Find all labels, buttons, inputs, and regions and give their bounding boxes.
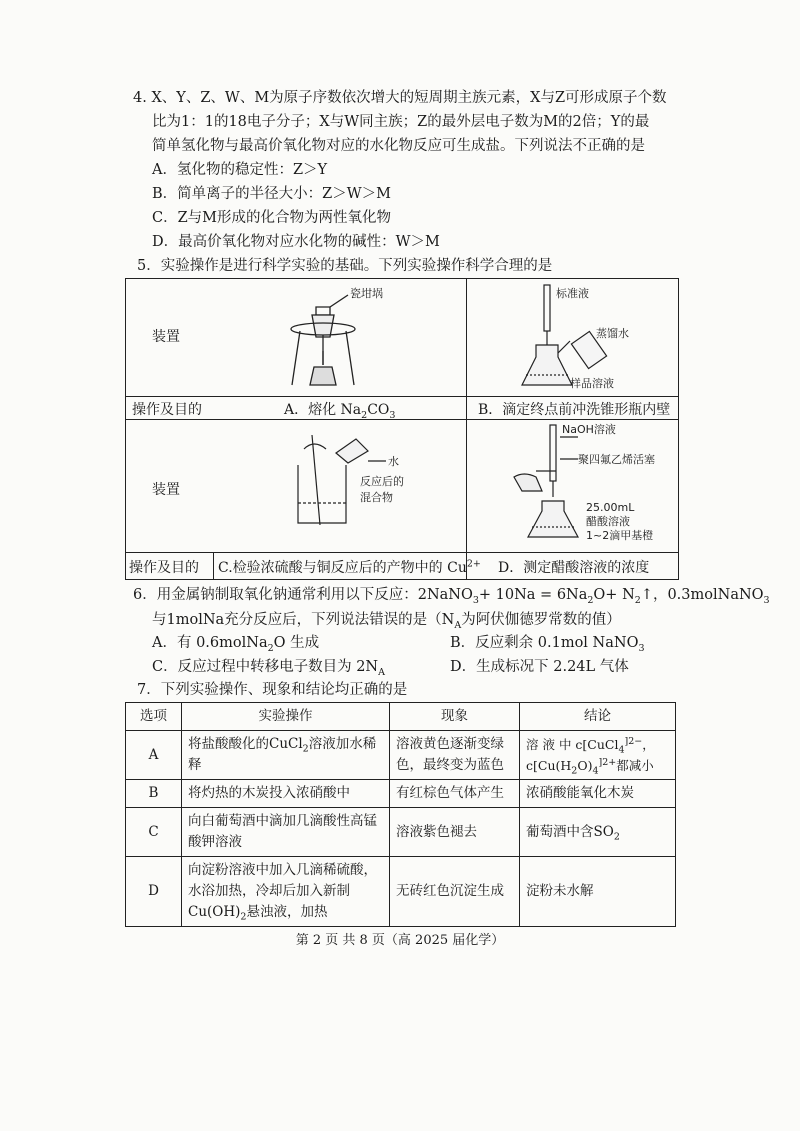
q6-stem-line-2: 与1molNa充分反应后，下列说法错误的是（$N_A$为阿伏伽德罗常数的值）	[152, 612, 621, 631]
row-phenomenon: 有红棕色气体产生	[390, 780, 520, 808]
naoh-label: NaOH溶液	[562, 423, 616, 436]
volume-label: 25.00mL	[586, 501, 635, 514]
header-phenomenon: 现象	[390, 703, 520, 731]
row-option: A	[126, 731, 182, 780]
row-operation: 将灼热的木炭投入浓硝酸中	[182, 780, 390, 808]
mixture-label-2: 混合物	[360, 491, 393, 504]
sample-label: 样品溶液	[570, 377, 614, 390]
q4-option-d: D．最高价氧化物对应水化物的碱性：W＞M	[152, 234, 440, 250]
header-conclusion: 结论	[520, 703, 676, 731]
q6-stem-line-1: 6．用金属钠制取氧化钠通常利用以下反应：2NaNO$_3$+ $10Na = 6Na_2O+$ $N_2↑$，0.3molNaNO$_3$	[133, 587, 770, 606]
row-operation: 向白葡萄酒中滴加几滴酸性高锰酸钾溶液	[182, 808, 390, 857]
water-label: 水	[388, 455, 399, 468]
q5-option-c: C.检验浓硫酸与铜反应后的产物中的 $Cu^{2+}$	[218, 558, 481, 576]
row-option: C	[126, 808, 182, 857]
q6-option-c: C．反应过程中转移电子数目为 $2N_A$	[152, 659, 385, 678]
op-label-bottom: 操作及目的	[129, 560, 199, 576]
titration-apparatus-figure	[518, 283, 658, 393]
crucible-label: 瓷坩埚	[350, 287, 383, 300]
q4-option-c: C．Z与M形成的化合物为两性氧化物	[152, 210, 392, 226]
device-label-bottom: 装置	[152, 482, 180, 498]
q5-stem: 5．实验操作是进行科学实验的基础。下列实验操作科学合理的是	[137, 258, 553, 274]
row-operation: 向淀粉溶液中加入几滴稀硫酸，水浴加热，冷却后加入新制$Cu(OH)_2$悬浊液，加热	[182, 857, 390, 927]
rule	[126, 552, 678, 553]
q6-option-b: B．反应剩余 0.1mol NaNO$_3$	[450, 635, 645, 654]
page-footer: 第 2 页 共 8 页（高 2025 届化学）	[295, 933, 505, 948]
table-row	[126, 808, 676, 857]
row-conclusion: 淀粉未水解	[520, 857, 676, 927]
row-option: D	[126, 857, 182, 927]
row-conclusion: 葡萄酒中含$SO_2$	[520, 808, 676, 857]
header-option: 选项	[126, 703, 182, 731]
q5-option-a: A．熔化 $Na_2CO_3$	[284, 402, 396, 421]
wash-bottle-label: 蒸馏水	[596, 327, 629, 340]
table-row	[126, 857, 676, 927]
row-phenomenon: 溶液黄色逐渐变绿色，最终变为蓝色	[390, 731, 520, 780]
rule	[466, 279, 467, 579]
header-operation: 实验操作	[182, 703, 390, 731]
q4-stem-line-1: 4. X、Y、Z、W、M为原子序数依次增大的短周期主族元素，X与Z可形成原子个数	[133, 90, 667, 106]
row-phenomenon: 无砖红色沉淀生成	[390, 857, 520, 927]
q5-option-b: B．滴定终点前冲洗锥形瓶内壁	[478, 402, 671, 418]
indicator-label: 1~2滴甲基橙	[586, 529, 654, 542]
q6-option-d: D．生成标况下 2.24L 气体	[450, 659, 629, 675]
table-header-row	[126, 703, 676, 731]
row-conclusion: 浓硝酸能氧化木炭	[520, 780, 676, 808]
table-row	[126, 780, 676, 808]
crucible-apparatus-figure	[286, 285, 436, 393]
op-label-top: 操作及目的	[132, 402, 202, 418]
stopcock-label: 聚四氟乙烯活塞	[578, 453, 655, 466]
row-operation: 将盐酸酸化的CuCl$_2$溶液加水稀释	[182, 731, 390, 780]
rule	[213, 552, 214, 579]
row-option: B	[126, 780, 182, 808]
mixture-label-1: 反应后的	[360, 475, 404, 488]
q7-table	[125, 702, 676, 927]
q4-stem-line-3: 简单氢化物与最高价氧化物对应的水化物反应可生成盐。下列说法不正确的是	[152, 138, 645, 154]
burette-label: 标准液	[556, 287, 589, 300]
rule	[126, 396, 678, 397]
acid-titration-figure	[506, 423, 676, 551]
dilution-beaker-figure	[276, 425, 436, 545]
row-phenomenon: 溶液紫色褪去	[390, 808, 520, 857]
q6-option-a: A．有 0.6molNa$_2$O 生成	[152, 635, 320, 654]
q4-option-b: B．简单离子的半径大小：Z＞W＞M	[152, 186, 391, 202]
q4-option-a: A．氢化物的稳定性：Z＞Y	[152, 162, 328, 178]
acetic-label: 醋酸溶液	[586, 515, 630, 528]
q4-stem-line-2: 比为1：1的18电子分子；X与W同主族；Z的最外层电子数为M的2倍；Y的最	[152, 114, 650, 130]
q7-stem: 7．下列实验操作、现象和结论均正确的是	[137, 682, 408, 698]
rule	[126, 419, 678, 420]
table-row	[126, 731, 676, 780]
q5-table	[125, 278, 679, 580]
row-conclusion: 溶 液 中 c[CuCl$_4^{]2-}$，$c[Cu(H_2O)_4^{]2+}$都减小	[520, 731, 676, 780]
q5-option-d: D．测定醋酸溶液的浓度	[498, 560, 650, 576]
device-label-top: 装置	[152, 329, 180, 345]
